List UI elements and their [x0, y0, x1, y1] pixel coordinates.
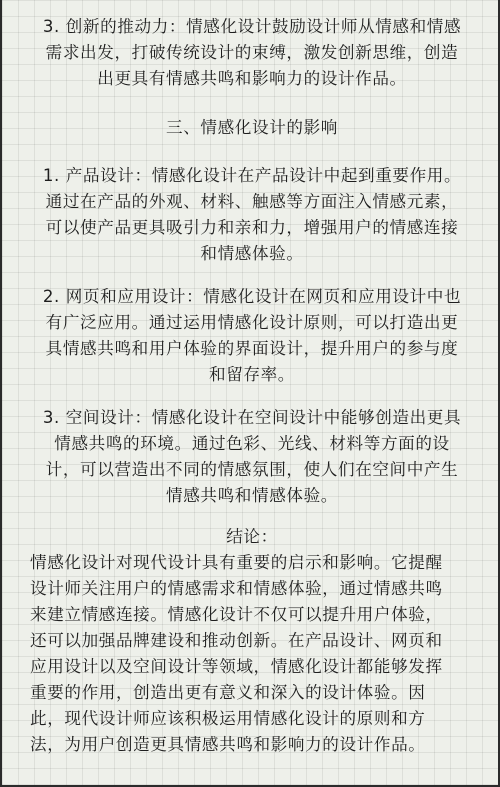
heading-text: 结论：: [226, 527, 278, 546]
text-line: 通过在产品的外观、材料、触感等方面注入情感元素，: [45, 192, 459, 211]
text-line: 情感化设计对现代设计具有重要的启示和影响。它提醒: [30, 553, 443, 572]
paragraph-innovation-driver: [30, 14, 474, 92]
text-line: 1. 产品设计：情感化设计在产品设计中起到重要作用。: [42, 166, 462, 185]
text-line: 此，现代设计师应该积极运用情感化设计的原则和方: [30, 709, 426, 728]
text-line: 和情感体验。: [200, 244, 304, 263]
text-line: 设计师关注用户的情感需求和情感体验，通过情感共鸣: [30, 579, 443, 598]
heading-text: 三、情感化设计的影响: [166, 118, 338, 137]
text-line: 重要的作用，创造出更有意义和深入的设计体验。因: [30, 683, 426, 702]
text-line: 需求出发，打破传统设计的束缚，激发创新思维，创造: [45, 43, 459, 62]
paragraph-product-design: [30, 163, 474, 267]
text-line: 法，为用户创造更具情感共鸣和影响力的设计作品。: [30, 735, 426, 754]
section-heading-impact: [30, 115, 474, 141]
text-line: 可以使产品更具吸引力和亲和力，增强用户的情感连接: [45, 218, 459, 237]
paragraph-space-design: [30, 405, 474, 509]
text-line: 3. 空间设计：情感化设计在空间设计中能够创造出更具: [42, 408, 462, 427]
paragraph-conclusion: [30, 550, 474, 758]
text-line: 和留存率。: [209, 365, 295, 384]
text-line: 计，可以营造出不同的情感氛围，使人们在空间中产生: [45, 460, 459, 479]
text-line: 来建立情感连接。情感化设计不仅可以提升用户体验，: [30, 605, 443, 624]
text-line: 2. 网页和应用设计：情感化设计在网页和应用设计中也: [42, 287, 462, 306]
text-line: 具情感共鸣和用户体验的界面设计，提升用户的参与度: [45, 339, 459, 358]
paragraph-web-app-design: [30, 284, 474, 388]
text-line: 情感共鸣和情感体验。: [166, 486, 338, 505]
text-line: 有广泛应用。通过运用情感化设计原则，可以打造出更: [45, 313, 459, 332]
conclusion-heading: [30, 524, 474, 550]
text-line: 3. 创新的推动力：情感化设计鼓励设计师从情感和情感: [42, 17, 462, 36]
text-line: 应用设计以及空间设计等领域，情感化设计都能够发挥: [30, 657, 443, 676]
text-line: 出更具有情感共鸣和影响力的设计作品。: [97, 69, 407, 88]
text-line: 还可以加强品牌建设和推动创新。在产品设计、网页和: [30, 631, 443, 650]
text-line: 情感共鸣的环境。通过色彩、光线、材料等方面的设: [54, 434, 450, 453]
